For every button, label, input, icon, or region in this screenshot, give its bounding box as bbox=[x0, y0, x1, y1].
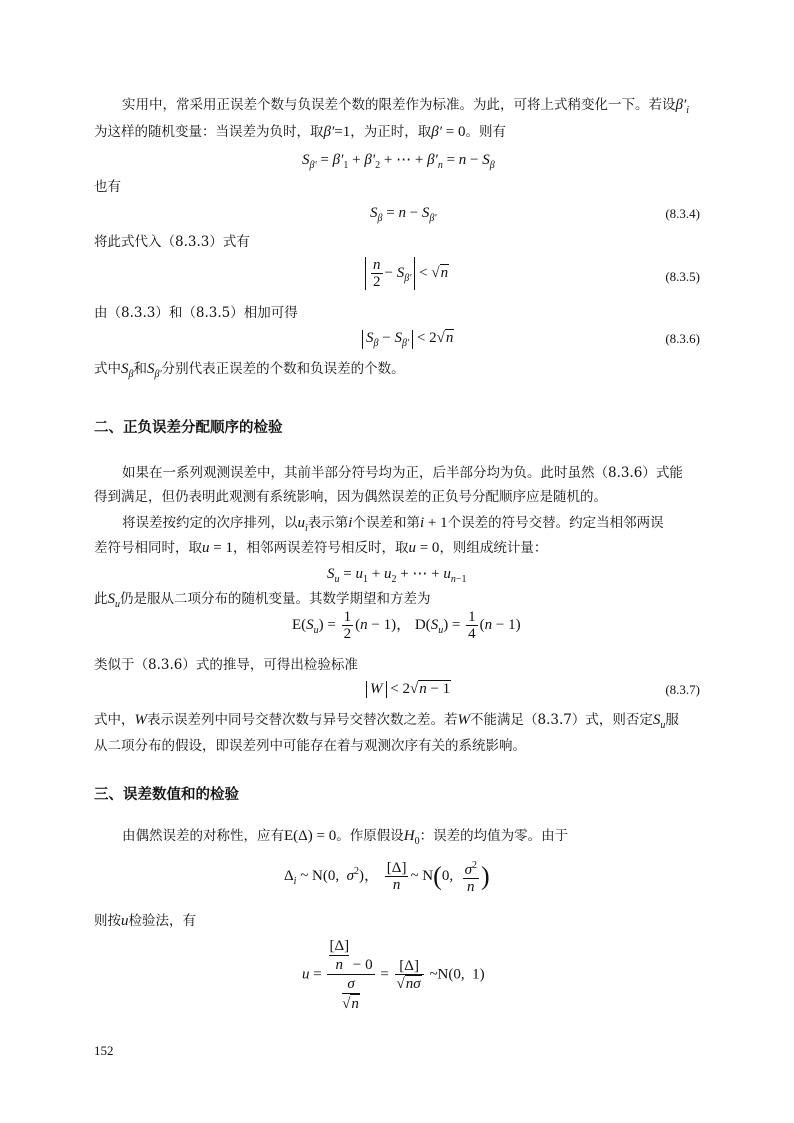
equation-u-statistic: u = $\frac{[\Delta]}{n}$ − 0 $\frac{\sigma}{√n}$ = $\frac{[\Delta]}{√n\sigma}$ ~N(0, 1) bbox=[302, 938, 485, 1012]
math: u bbox=[202, 540, 210, 556]
s2-paragraph-1-line-2: 得到满足，但仍表明此观测有系统影响，因为偶然误差的正负号分配顺序应是随机的。 bbox=[94, 489, 607, 505]
equation-8-3-7: W < 2√n − 1 bbox=[366, 680, 451, 698]
equation-s-beta-prime: $S_{\beta'} = \beta'_1 + \beta'_2$ + ⋯ + $\beta'_n = n - S_\beta$ bbox=[302, 152, 495, 171]
math: $S_\beta$ bbox=[121, 361, 134, 380]
beta-prime-i: $\beta'_i$ bbox=[675, 97, 690, 116]
also-text: 也有 bbox=[94, 179, 121, 195]
text: ，相邻两误差符号相反时，取 bbox=[232, 540, 409, 556]
text: 。作原假设 bbox=[336, 828, 404, 844]
section-3-heading: 三、误差数值和的检验 bbox=[94, 787, 239, 803]
math: β′ bbox=[323, 124, 335, 140]
math: u bbox=[121, 913, 129, 929]
math: $H_0$ bbox=[403, 828, 420, 847]
text: 为这样的随机变量：当误差为负时，取 bbox=[94, 124, 324, 140]
text: 式中 bbox=[94, 361, 121, 377]
text: ：误差的均值为零。由于 bbox=[419, 828, 569, 844]
where-text-1 bbox=[94, 360, 405, 384]
eq-tag-8-3-6: (8.3.6) bbox=[665, 331, 700, 346]
combine-text: 由（8.3.3）和（8.3.5）相加可得 bbox=[94, 305, 298, 321]
s2-paragraph-5-line-2: 从二项分布的假设，即误差列中可能存在着与观测次序有关的系统影响。 bbox=[94, 738, 526, 754]
eq-tag-8-3-5: (8.3.5) bbox=[665, 269, 700, 284]
text: 则按 bbox=[94, 913, 121, 929]
s2-paragraph-2-line-1: 将误差按约定的次序排列，以$u_i$表示第i个误差和第i + 1个误差的符号交替。约定当相邻两误 bbox=[122, 515, 664, 534]
equation-8-3-4: $S_\beta = n - S_{\beta'}$ bbox=[370, 205, 437, 224]
math: E(Δ) = 0 bbox=[284, 828, 337, 844]
s2-paragraph-5-line-1 bbox=[94, 711, 679, 735]
math: $S_{\beta'}$ bbox=[146, 361, 162, 380]
text: 表示第 bbox=[307, 515, 349, 531]
math: i bbox=[419, 515, 425, 531]
text: 式中， bbox=[94, 712, 135, 728]
eq-tag-8-3-7: (8.3.7) bbox=[665, 682, 700, 697]
text: 。则有 bbox=[465, 124, 506, 140]
text: 表示误差列中同号交替次数与异号交替次数之差。若 bbox=[147, 712, 458, 728]
text: 个误差和第 bbox=[352, 515, 420, 531]
math: u bbox=[408, 540, 416, 556]
text: 不能满足（8.3.7）式，则否定 bbox=[470, 712, 653, 728]
text: 此 bbox=[94, 591, 108, 607]
equation-expectation-variance: $E(S_u)$ = $\frac{1}{2}$ (n − 1)， $D(S_u)$ = $\frac{1}{4}$ (n − 1) bbox=[292, 609, 521, 642]
paragraph-1-line-2: 为这样的随机变量：当误差为负时，取β′=1，为正时，取β′ = 0。则有 bbox=[94, 124, 506, 140]
math: $S_u$ bbox=[107, 591, 120, 610]
text: 实用中，常采用正误差个数与负误差个数的限差作为标准。为此，可将上式稍变化一下。若设 bbox=[122, 97, 676, 113]
text: 由偶然误差的对称性，应有 bbox=[122, 828, 284, 844]
text: 差符号相同时，取 bbox=[94, 540, 202, 556]
page-number: 152 bbox=[94, 1043, 114, 1058]
text: ，为正时，取 bbox=[350, 124, 432, 140]
s3-paragraph-1 bbox=[122, 827, 568, 851]
text: 分别代表正误差的个数和负误差的个数。 bbox=[161, 361, 405, 377]
text: 将误差按约定的次序排列，以 bbox=[122, 515, 298, 531]
math: $S_u$ bbox=[652, 712, 666, 731]
equation-distributions: $\Delta_i$ ~ N(0, $\sigma^2$)， $\frac{[\Delta]}{n}$ ~ N(0, $\frac{\sigma^2}{n}$ ) bbox=[284, 860, 490, 895]
equation-8-3-6: $S_\beta - S_{\beta'} < 2√n$ bbox=[362, 329, 454, 349]
substitute-text: 将此式代入（8.3.3）式有 bbox=[94, 234, 250, 250]
equation-8-3-5: $\frac{n}{2}$ − $S_{\beta'} < √n$ bbox=[365, 257, 449, 290]
paragraph-1-line-1 bbox=[122, 96, 689, 120]
text: 和 bbox=[133, 361, 147, 377]
section-2-heading: 二、正负误差分配顺序的检验 bbox=[94, 420, 283, 436]
math: β′ bbox=[431, 124, 442, 140]
text: 检验法，有 bbox=[128, 913, 196, 929]
text: 服 bbox=[665, 712, 679, 728]
text: ，则组成统计量： bbox=[439, 540, 548, 556]
equation-s-u: $S_u = u_1 + u_2$ + ⋯ + $u_{n-1}$ bbox=[327, 566, 467, 585]
math: W bbox=[134, 712, 147, 728]
s2-paragraph-1-line-1: 如果在一系列观测误差中，其前半部分符号均为正，后半部分均为负。此时虽然（8.3.6）式能 bbox=[122, 465, 683, 481]
s2-paragraph-2-line-2: 差符号相同时，取u = 1，相邻两误差符号相反时，取u = 0，则组成统计量： bbox=[94, 540, 548, 556]
text: 个误差的符号交替。约定当相邻两误 bbox=[447, 515, 664, 531]
math: $u_i$ bbox=[297, 515, 308, 534]
math: W bbox=[457, 712, 470, 728]
s2-paragraph-4: 类似于（8.3.6）式的推导，可得出检验标准 bbox=[94, 657, 358, 673]
eq-tag-8-3-4: (8.3.4) bbox=[665, 206, 700, 221]
text: 仍是服从二项分布的随机变量。其数学期望和方差为 bbox=[120, 591, 431, 607]
math: i bbox=[348, 515, 353, 531]
s3-paragraph-2 bbox=[94, 912, 196, 930]
